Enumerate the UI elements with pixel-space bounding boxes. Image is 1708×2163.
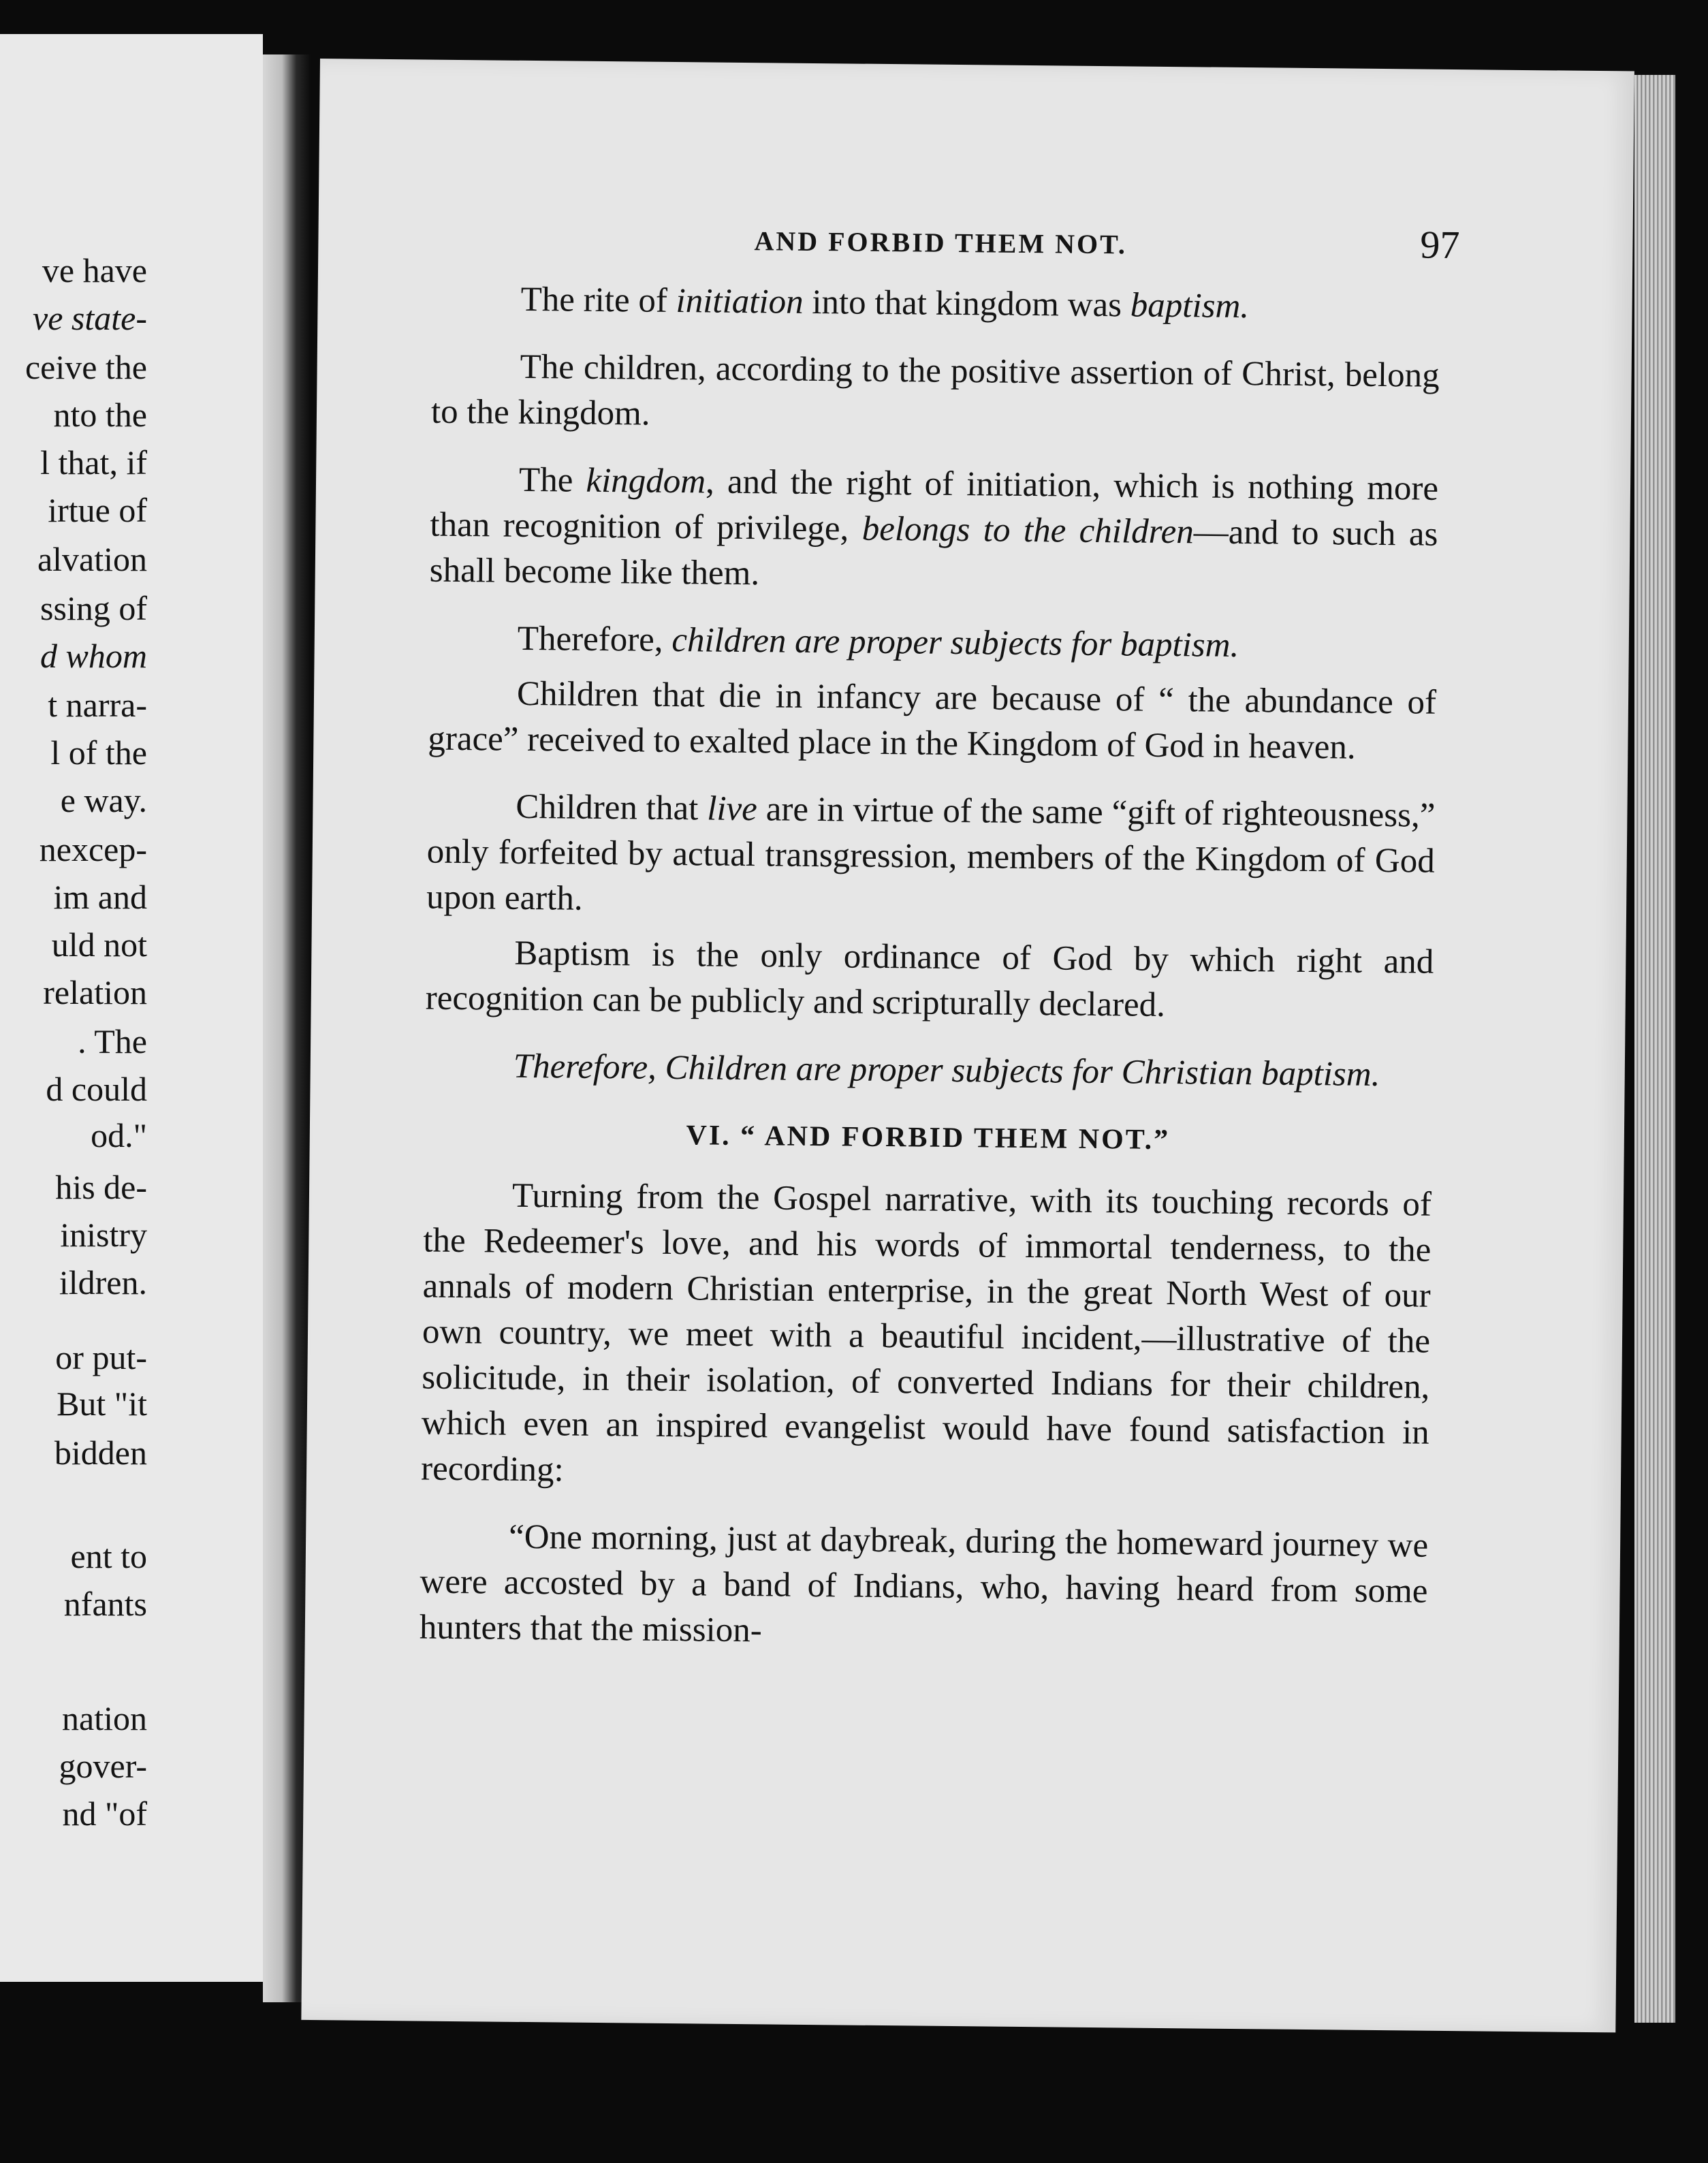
previous-page-line: e way.	[60, 781, 147, 819]
paragraph-5: Children that die in infancy are because of “ the abundance of grace” received to exalted place in the Kingdom of God in heaven.	[428, 674, 1437, 767]
running-head: AND FORBID THEM NOT.	[754, 225, 1128, 260]
previous-page-line: ssing of	[40, 589, 147, 627]
previous-page-line: l that, if	[40, 443, 147, 481]
page-body	[419, 277, 1440, 1682]
previous-page-line: im and	[53, 878, 147, 916]
paragraph-4: Therefore, children are proper subjects for baptism.	[517, 619, 1239, 665]
previous-page-line: uld not	[51, 926, 147, 964]
page-edges	[1634, 75, 1675, 2023]
previous-page-line: irtue of	[48, 491, 147, 529]
previous-page-line: ent to	[70, 1537, 147, 1575]
paragraph-10: “One morning, just at daybreak, during the homeward journey we were accosted by a band of Indians, who, having heard from some hunters that the mission-	[419, 1517, 1429, 1650]
previous-page-line: alvation	[37, 540, 147, 578]
paragraph-7: Baptism is the only ordinance of God by which right and recognition can be publicly and scripturally declared.	[425, 934, 1434, 1024]
previous-page-line: t narra-	[48, 686, 147, 724]
previous-page-line: ve state-	[33, 299, 147, 337]
previous-page-line: ceive the	[25, 348, 147, 386]
previous-page-line: nexcep-	[39, 830, 147, 868]
previous-page-line: nto the	[53, 396, 147, 434]
previous-page-line: d whom	[40, 637, 147, 675]
previous-page-line: . The	[78, 1022, 147, 1060]
paragraph-3: The kingdom, and the right of initiation, which is nothing more than recognition of privilege, belongs to the children—and to such as shall become like them.	[429, 460, 1439, 593]
paragraph-1: The rite of initiation into that kingdom was baptism.	[520, 280, 1250, 326]
previous-page-line: od."	[91, 1116, 147, 1154]
previous-page-line: inistry	[60, 1216, 147, 1254]
previous-page-line: or put-	[55, 1338, 147, 1376]
paragraph-2: The children, according to the positive assertion of Christ, belong to the kingdom.	[430, 347, 1440, 433]
previous-page-line: But "it	[57, 1385, 147, 1423]
previous-page-line: his de-	[55, 1168, 147, 1206]
previous-page-line: ildren.	[59, 1263, 147, 1301]
page	[301, 59, 1634, 2032]
previous-page-line: d could	[46, 1070, 147, 1108]
page-number: 97	[1420, 222, 1460, 268]
previous-page-line: nation	[62, 1699, 147, 1737]
section-heading: VI. “ AND FORBID THEM NOT.”	[686, 1120, 1171, 1156]
book-gutter	[263, 54, 311, 2002]
previous-page-line: ve have	[42, 251, 147, 289]
paragraph-8: Therefore, Children are proper subjects for Christian baptism.	[513, 1047, 1380, 1094]
paragraph-6: Children that live are in virtue of the same “gift of righteousness,” only forfeited by actual transgression, members of the Kingdom of God upon earth.	[426, 787, 1436, 918]
previous-page-line: gover-	[59, 1747, 147, 1785]
previous-page-line: nfants	[63, 1585, 147, 1623]
previous-page-line: bidden	[54, 1434, 147, 1472]
previous-page-line: nd "of	[62, 1795, 147, 1833]
previous-page	[0, 34, 263, 1982]
previous-page-line: relation	[43, 973, 147, 1011]
previous-page-line: l of the	[50, 733, 147, 772]
paragraph-9: Turning from the Gospel narrative, with its touching records of the Redeemer's love, and his words of immortal tenderness, to the annals of modern Christian enterprise, in the great North West of our own country, we meet with a beautiful incident,—illustrative of the solicitude, in their isolation, of converted Indians for their children, which even an inspired evangelist would have found satisfaction in recording:	[420, 1176, 1432, 1489]
